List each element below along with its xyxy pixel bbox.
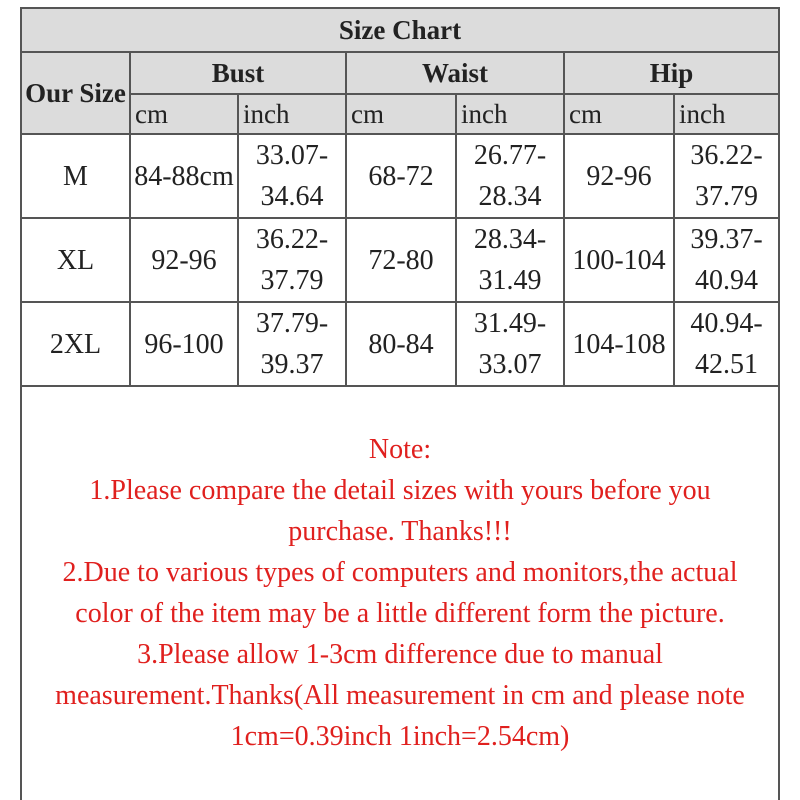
size-cell: M — [22, 134, 130, 218]
bust-cm-cell: 92-96 — [130, 218, 238, 302]
size-chart-table — [22, 9, 778, 387]
bust-cm-unit: cm — [130, 94, 238, 134]
title-row — [22, 9, 778, 52]
hip-cm-unit: cm — [564, 94, 674, 134]
bust-cm-cell: 84-88cm — [130, 134, 238, 218]
bust-inch-cell: 37.79-39.37 — [238, 302, 346, 386]
note-heading: Note: — [368, 434, 432, 465]
waist-cm-unit: cm — [346, 94, 456, 134]
table-row — [22, 302, 778, 386]
bust-inch-cell: 36.22-37.79 — [238, 218, 346, 302]
waist-inch-cell: 28.34-31.49 — [456, 218, 564, 302]
waist-inch-cell: 31.49-33.07 — [456, 302, 564, 386]
hip-cm-cell: 100-104 — [564, 218, 674, 302]
bust-header: Bust — [130, 52, 346, 94]
size-cell: XL — [22, 218, 130, 302]
hip-inch-cell: 39.37-40.94 — [674, 218, 778, 302]
size-cell: 2XL — [22, 302, 130, 386]
size-chart-sheet — [20, 7, 780, 800]
bust-inch-unit: inch — [238, 94, 346, 134]
bust-cm-cell: 96-100 — [130, 302, 238, 386]
header-row — [22, 52, 778, 94]
waist-header: Waist — [346, 52, 564, 94]
hip-inch-cell: 36.22-37.79 — [674, 134, 778, 218]
waist-inch-cell: 26.77-28.34 — [456, 134, 564, 218]
waist-cm-cell: 80-84 — [346, 302, 456, 386]
table-row — [22, 134, 778, 218]
note-item: 2.Due to various types of computers and monitors,the actual color of the item may be a little different form the picture. — [62, 557, 738, 629]
note-item: 1.Please compare the detail sizes with yours before you purchase. Thanks!!! — [89, 475, 711, 547]
hip-cm-cell: 104-108 — [564, 302, 674, 386]
hip-cm-cell: 92-96 — [564, 134, 674, 218]
hip-header: Hip — [564, 52, 778, 94]
waist-inch-unit: inch — [456, 94, 564, 134]
our-size-header: Our Size — [22, 52, 130, 134]
hip-inch-cell: 40.94-42.51 — [674, 302, 778, 386]
hip-inch-unit: inch — [674, 94, 778, 134]
table-row — [22, 218, 778, 302]
waist-cm-cell: 72-80 — [346, 218, 456, 302]
table-title: Size Chart — [22, 9, 778, 52]
units-row — [22, 94, 778, 134]
note-item: 3.Please allow 1-3cm difference due to manual measurement.Thanks(All measurement in cm and please note 1cm=0.39inch 1inch=2.54cm) — [55, 639, 745, 752]
bust-inch-cell: 33.07-34.64 — [238, 134, 346, 218]
note-section — [22, 429, 778, 757]
waist-cm-cell: 68-72 — [346, 134, 456, 218]
